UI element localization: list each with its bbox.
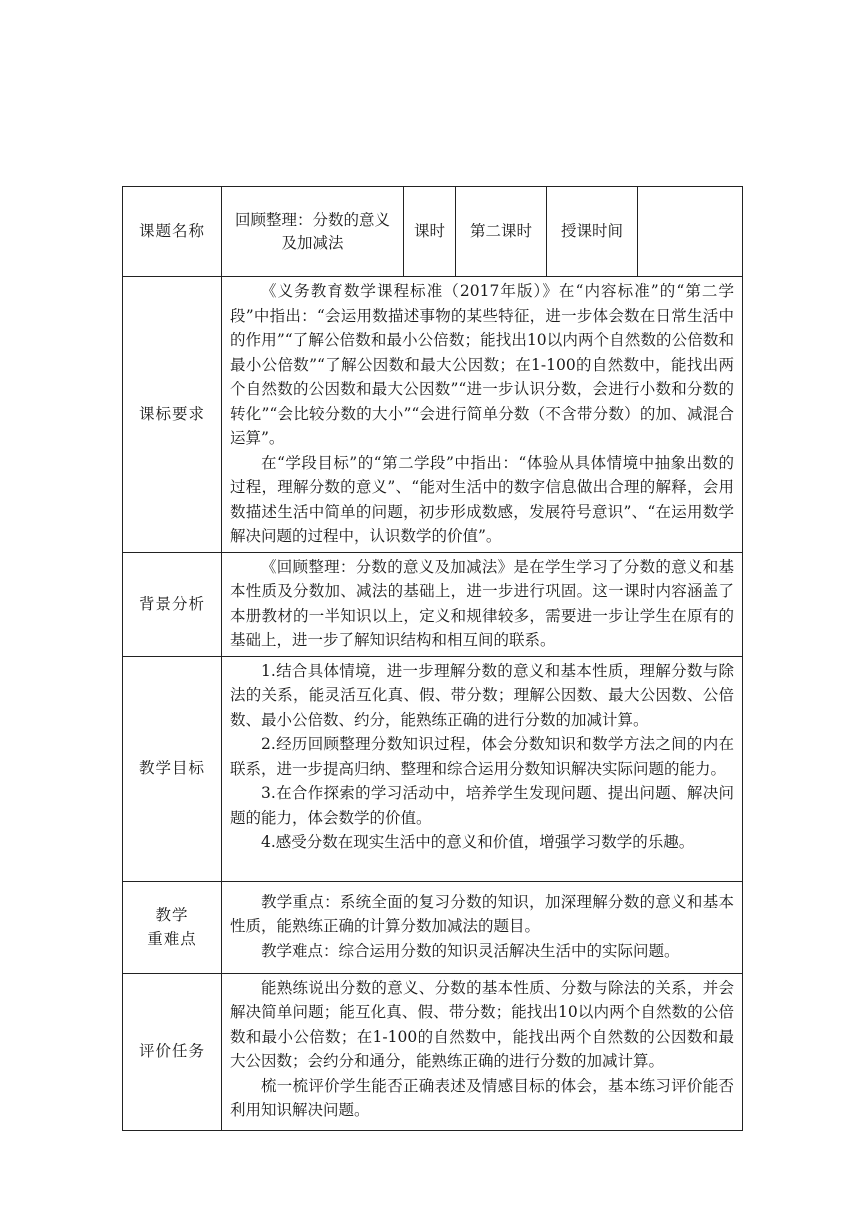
section-row-background	[123, 552, 743, 656]
section-label-cell	[123, 973, 222, 1130]
paragraph: 1.结合具体情境，进一步理解分数的意义和基本性质，理解分数与除法的关系，能灵活互化真、假、带分数；理解公因数、最大公因数、公倍数、最小公倍数、约分，能熟练正确的进行分数的加减计算。	[230, 661, 734, 729]
section-label: 课标要求	[138, 405, 205, 423]
section-label-cell	[123, 277, 222, 553]
section-content	[222, 656, 743, 881]
section-label-line2: 重难点	[147, 930, 197, 948]
topic-value-cell	[222, 187, 404, 277]
section-label-cell	[123, 881, 222, 973]
period-label-cell	[404, 187, 456, 277]
section-label: 评价任务	[138, 1042, 205, 1061]
period-label: 课时	[413, 222, 445, 241]
section-content	[222, 973, 743, 1130]
paragraph: 教学难点：综合运用分数的知识灵活解决生活中的实际问题。	[261, 941, 680, 960]
topic-value: 回顾整理：分数的意义及加减法	[234, 210, 390, 252]
paragraph: 梳一梳评价学生能否正确表述及情感目标的体会，基本练习评价能否利用知识解决问题。	[230, 1076, 734, 1119]
period-value-cell	[456, 187, 547, 277]
paragraph: 2.经历回顾整理分数知识过程，体会分数知识和数学方法之间的内在联系，进一步提高归纳、整理和综合运用分数知识解决实际问题的能力。	[230, 735, 734, 778]
section-row-evaluation	[123, 973, 743, 1130]
time-label: 授课时间	[560, 222, 623, 241]
section-label: 背景分析	[138, 594, 205, 613]
lesson-plan-table	[122, 186, 743, 1131]
section-content	[222, 552, 743, 656]
time-label-cell	[547, 187, 638, 277]
section-row-standards	[123, 277, 743, 553]
section-row-key-points	[123, 881, 743, 973]
paragraph: 能熟练说出分数的意义、分数的基本性质、分数与除法的关系，并会解决简单问题；能互化真、假、带分数；能找出10以内两个自然数的公倍数和最小公倍数；在1-100的自然数中，能找出两个自然数的公因数和最大公因数；会约分和通分，能熟练正确的进行分数的加减计算。	[230, 978, 734, 1070]
section-label: 教学	[155, 905, 189, 924]
section-label: 教学目标	[138, 759, 205, 778]
header-row	[123, 187, 743, 277]
time-value-cell	[638, 187, 743, 277]
section-label-cell	[123, 656, 222, 881]
paragraph: 3.在合作探索的学习活动中，培养学生发现问题、提出问题、解决问题的能力，体会数学的价值。	[230, 784, 734, 827]
section-content	[222, 277, 743, 553]
topic-label: 课题名称	[138, 222, 205, 241]
section-content	[222, 881, 743, 973]
section-row-objectives	[123, 656, 743, 881]
paragraph: 教学重点：系统全面的复习分数的知识，加深理解分数的意义和基本性质，能熟练正确的计算分数加减法的题目。	[230, 892, 734, 935]
paragraph: 《义务教育数学课程标准（2017年版）》在“内容标准”的“第二学段”中指出：“会运用数描述事物的某些特征，进一步体会数在日常生活中的作用”“了解公倍数和最小公倍数；能找出10以内两个自然数的公倍数和最小公倍数”“了解公因数和最大公因数；在1-100的自然数中，能找出两个自然数的公因数和最大公因数”“进一步认识分数，会进行小数和分数的转化”“会比较分数的大小”“会进行简单分数（不含带分数）的加、减混合运算”。	[230, 282, 734, 447]
topic-label-cell	[123, 187, 222, 277]
paragraph: 4.感受分数在现实生活中的意义和价值，增强学习数学的乐趣。	[261, 833, 695, 851]
paragraph: 在“学段目标”的“第二学段”中指出：“体验从具体情境中抽象出数的过程，理解分数的意义”、“能对生活中的数字信息做出合理的解释，会用数描述生活中简单的问题，初步形成数感，发展符号意识”、“在运用数学解决问题的过程中，认识数学的价值”。	[230, 453, 734, 545]
period-value: 第二课时	[469, 222, 532, 241]
section-label-cell	[123, 552, 222, 656]
paragraph: 《回顾整理：分数的意义及加减法》是在学生学习了分数的意义和基本性质及分数加、减法的基础上，进一步进行巩固。这一课时内容涵盖了本册教材的一半知识以上，定义和规律较多，需要进一步让学生在原有的基础上，进一步了解知识结构和相互间的联系。	[230, 557, 734, 649]
